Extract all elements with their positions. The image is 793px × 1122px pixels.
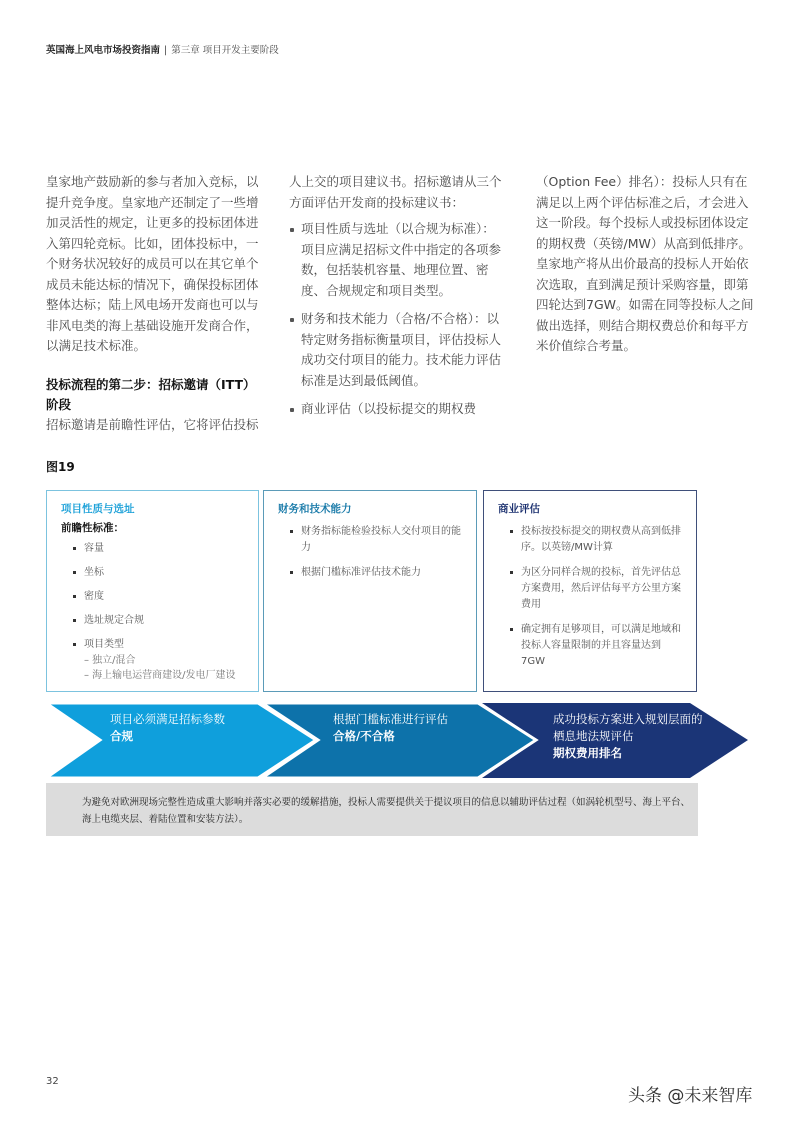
watermark: 头条 @未来智库 — [628, 1086, 753, 1106]
list-item: 投标按投标提交的期权费从高到低排序。以英镑/MW计算 — [508, 524, 684, 556]
arrow-description: 根据门槛标准进行评估 — [333, 712, 448, 726]
arrow-description: 项目必须满足招标参数 — [110, 712, 225, 726]
text-column-1 — [46, 172, 264, 435]
body-paragraph: 招标邀请是前瞻性评估，它将评估投标 — [46, 416, 259, 432]
chapter-title: 第三章 项目开发主要阶段 — [171, 45, 279, 56]
arrow-label-pass-fail — [333, 711, 448, 745]
criteria-box-commercial — [483, 490, 697, 692]
box-title: 商业评估 — [498, 503, 540, 515]
header-separator: | — [164, 45, 168, 56]
arrow-criterion: 期权费用排名 — [553, 746, 622, 760]
text-column-3 — [536, 172, 754, 357]
sub-item: – 海上输电运营商建设/发电厂建设 — [84, 670, 236, 681]
list-item: 财务指标能检验投标人交付项目的能力 — [288, 524, 464, 556]
list-item: 商业评估（以投标提交的期权费 — [289, 399, 507, 420]
sub-item: – 独立/混合 — [84, 655, 136, 666]
arrow-label-compliance — [110, 711, 225, 745]
body-paragraph: 人上交的项目建议书。招标邀请从三个方面评估开发商的投标建议书： — [289, 174, 502, 210]
list-item: 财务和技术能力（合格/不合格）：以特定财务指标衡量项目，评估投标人成功交付项目的能力。技术能力评估标准是达到最低阈值。 — [289, 309, 507, 391]
section-heading: 投标流程的第二步：招标邀请（ITT）阶段 — [46, 376, 256, 412]
body-paragraph: （Option Fee）排名）：投标人只有在满足以上两个评估标准之后，才会进入这一阶段。每个投标人或投标团体设定的期权费（英镑/MW）从高到低排序。皇家地产将从出价最高的投标人开始依次选取，直到满足预计采购容量，即第四轮达到7GW。如需在同等投标人之间做出选择，则结合期权费总价和每平方米价值综合考量。 — [536, 174, 754, 353]
list-item: 确定拥有足够项目，可以满足地域和投标人容量限制的并且容量达到7GW — [508, 622, 684, 670]
body-paragraph: 皇家地产鼓励新的参与者加入竞标，以提升竞争度。皇家地产还制定了一些增加灵活性的规定，让更多的投标团体进入第四轮竞标。比如，团体投标中，一个财务状况较好的成员可以在其它单个成员未能达标的情况下，确保投标团体整体达标；陆上风电场开发商也可以与非风电类的海上基础设施开发商合作，以满足技术标准。 — [46, 174, 259, 353]
box-list — [498, 524, 684, 670]
list-item: 选址规定合规 — [71, 613, 246, 629]
list-item: 坐标 — [71, 565, 246, 581]
criteria-list — [289, 219, 507, 420]
box-list — [61, 541, 246, 683]
list-item: 容量 — [71, 541, 246, 557]
running-header — [46, 42, 279, 56]
list-item: 为区分同样合规的投标，首先评估总方案费用，然后评估每平方公里方案费用 — [508, 565, 684, 613]
list-item-label: 项目类型 — [84, 639, 124, 650]
text-column-2 — [289, 172, 507, 428]
figure-label: 图19 — [46, 460, 75, 474]
arrow-label-ranking — [553, 711, 703, 762]
list-item: 项目性质与选址（以合规为标准）：项目应满足招标文件中指定的各项参数，包括装机容量、地理位置、密度、合规规定和项目类型。 — [289, 219, 507, 301]
list-item: 根据门槛标准评估技术能力 — [288, 565, 464, 581]
box-subhead: 前瞻性标准： — [61, 522, 124, 534]
arrow-criterion: 合格/不合格 — [333, 729, 395, 743]
box-title: 项目性质与选址 — [61, 503, 135, 515]
arrow-description: 成功投标方案进入规划层面的栖息地法规评估 — [553, 712, 703, 743]
list-item — [71, 637, 246, 683]
list-item: 密度 — [71, 589, 246, 605]
box-list — [278, 524, 464, 581]
page-number: 32 — [46, 1076, 59, 1087]
document-title: 英国海上风电市场投资指南 — [46, 45, 161, 56]
box-title: 财务和技术能力 — [278, 503, 352, 515]
arrow-criterion: 合规 — [110, 729, 133, 743]
criteria-box-financial — [263, 490, 477, 692]
figure-note: 为避免对欧洲现场完整性造成重大影响并落实必要的缓解措施，投标人需要提供关于提议项目的信息以辅助评估过程（如涡轮机型号、海上平台、海上电缆夹层、着陆位置和安装方法）。 — [46, 783, 698, 836]
criteria-box-site — [46, 490, 259, 692]
